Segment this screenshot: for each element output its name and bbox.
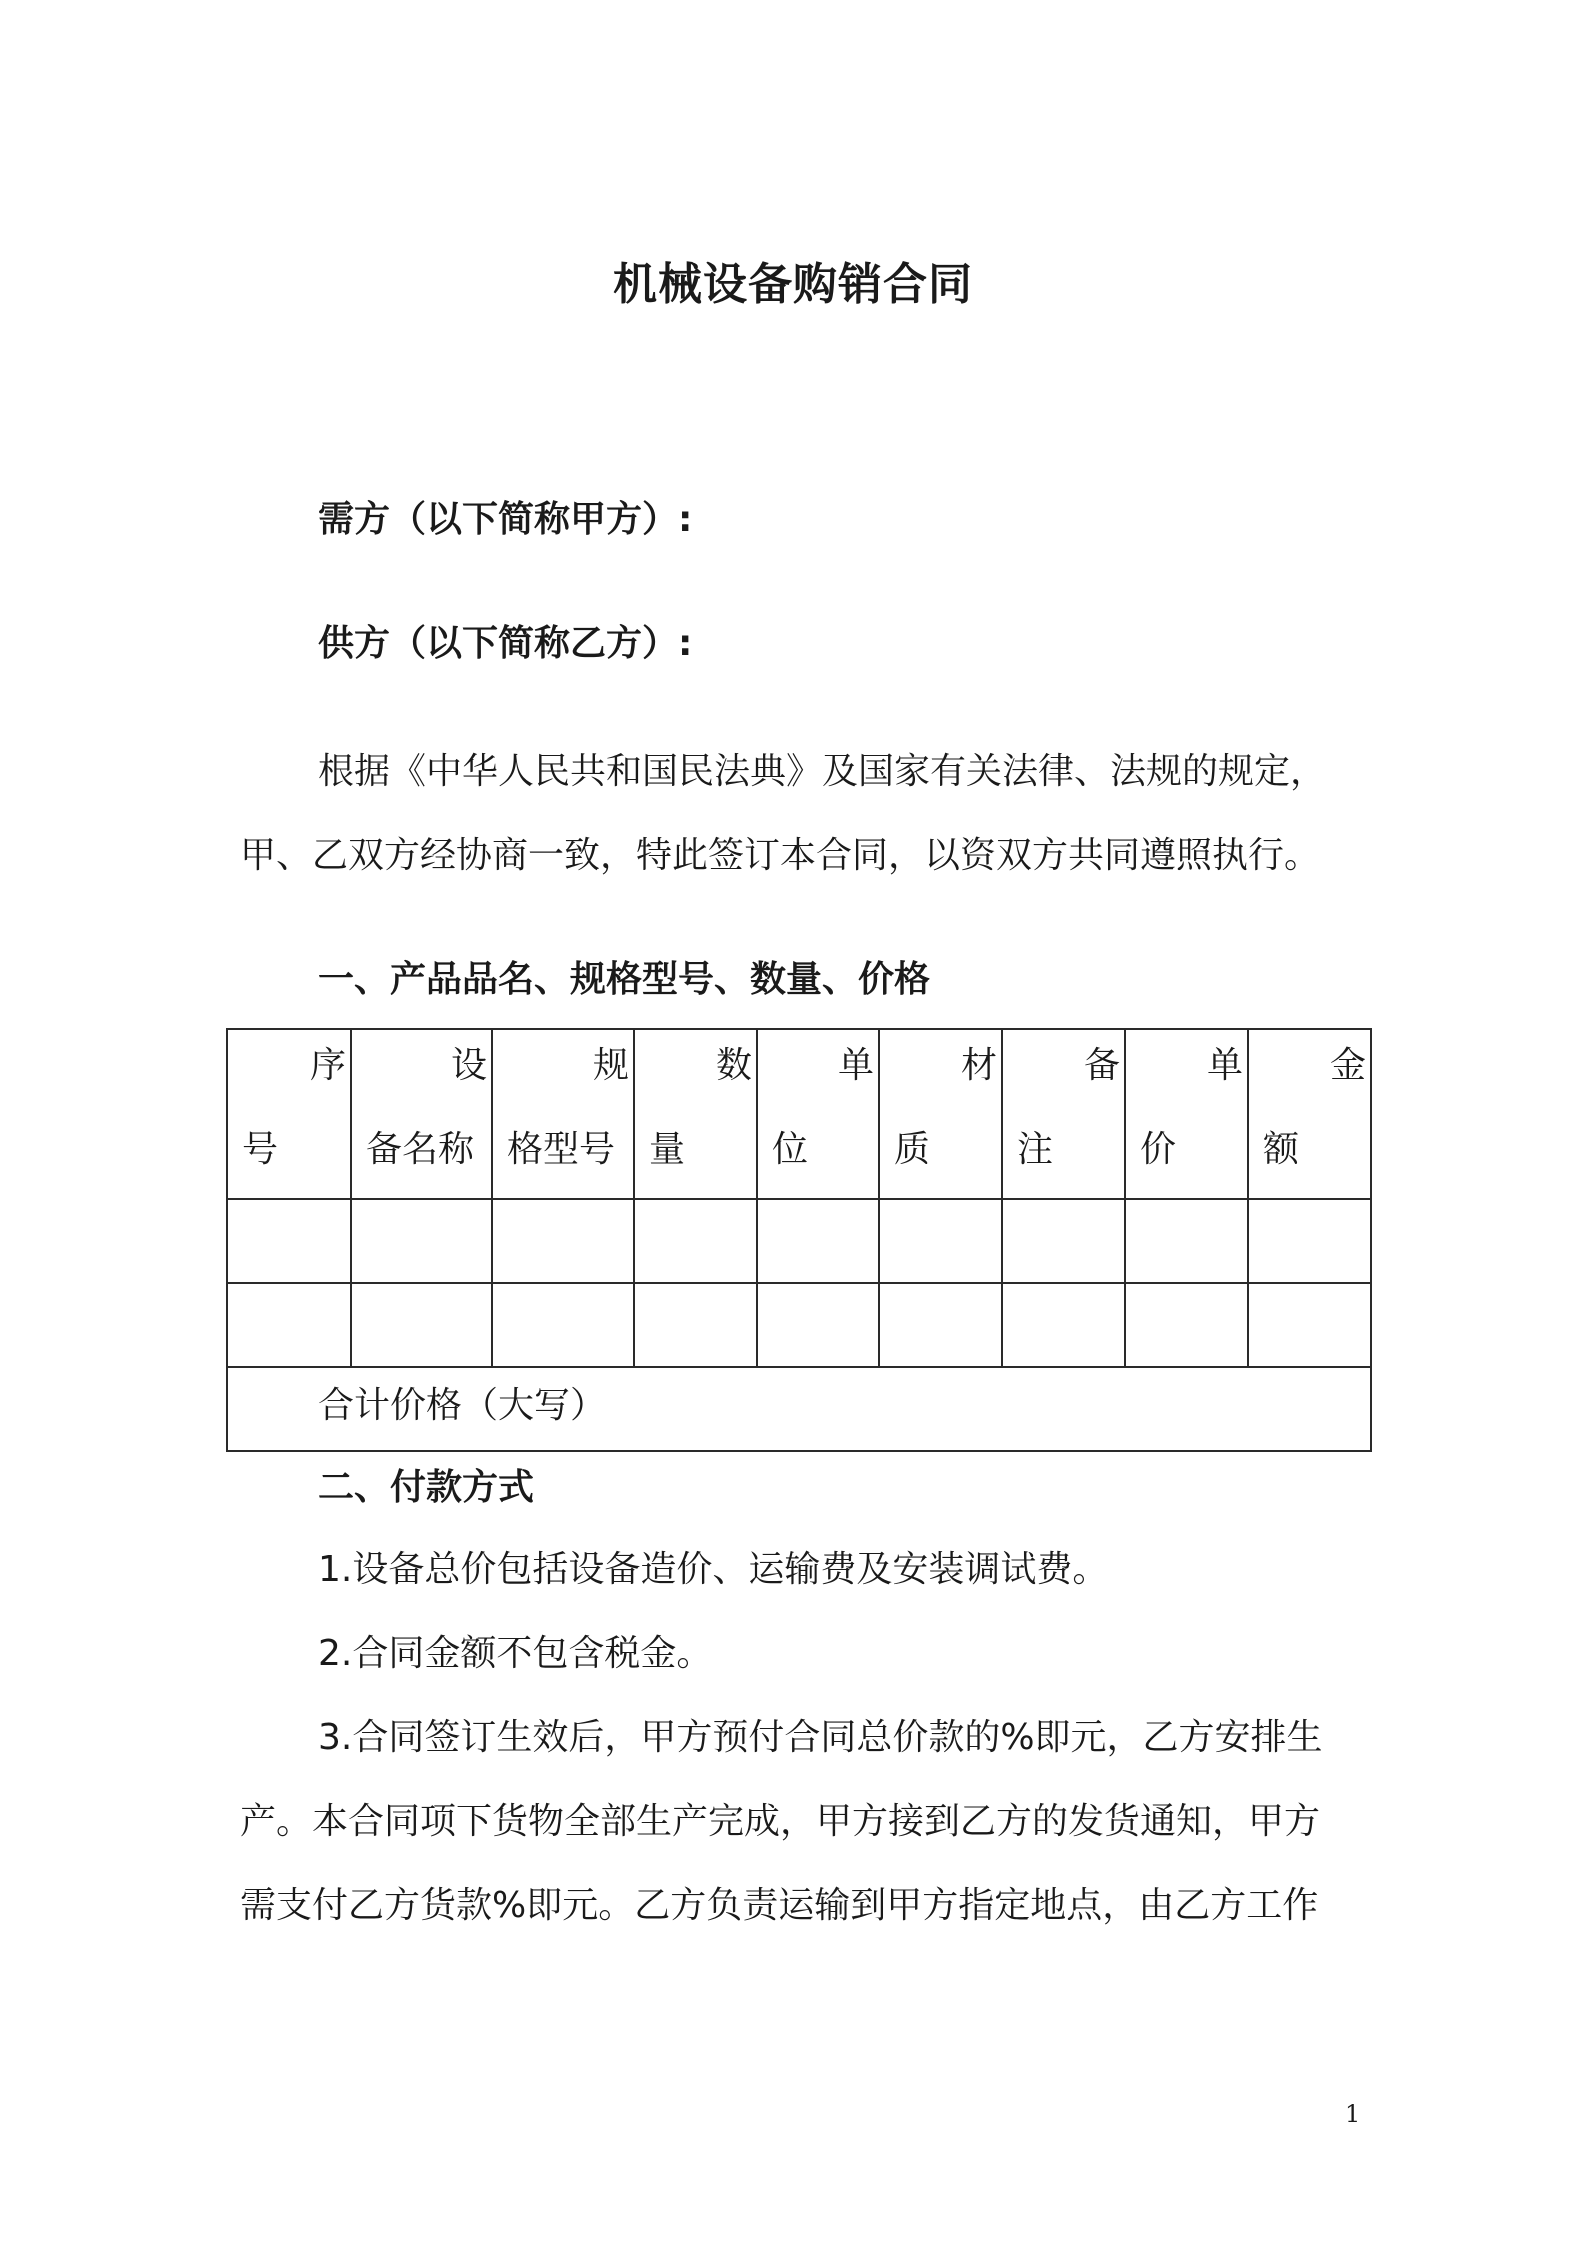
document-title: 机械设备购销合同 <box>613 259 973 310</box>
header-cell-remarks: 备 注 <box>1002 1029 1125 1199</box>
total-price-label: 合计价格（大写） <box>318 1385 607 1426</box>
table-cell[interactable] <box>757 1283 879 1367</box>
table-cell[interactable] <box>351 1199 492 1283</box>
header-cell-unit: 单 位 <box>757 1029 879 1199</box>
table-row <box>227 1283 1371 1367</box>
table-cell[interactable] <box>634 1283 757 1367</box>
table-cell[interactable] <box>879 1283 1002 1367</box>
payment-item-3-line-1: 3.合同签订生效后，甲方预付合同总价款的%即元，乙方安排生 <box>318 1717 1323 1758</box>
table-cell[interactable] <box>757 1199 879 1283</box>
header-cell-quantity: 数 量 <box>634 1029 757 1199</box>
table-cell[interactable] <box>492 1283 634 1367</box>
table-cell[interactable] <box>492 1199 634 1283</box>
header-cell-material: 材 质 <box>879 1029 1002 1199</box>
table-cell[interactable] <box>634 1199 757 1283</box>
table-cell[interactable] <box>1125 1283 1248 1367</box>
header-cell-equipment-name: 设 备名称 <box>351 1029 492 1199</box>
table-cell[interactable] <box>227 1283 351 1367</box>
party-a-label: 需方（以下简称甲方）: <box>318 499 693 540</box>
intro-line-1: 根据《中华人民共和国民法典》及国家有关法律、法规的规定， <box>318 751 1327 792</box>
table-cell[interactable] <box>1002 1283 1125 1367</box>
header-cell-model: 规 格型号 <box>492 1029 634 1199</box>
table-cell[interactable] <box>1248 1199 1371 1283</box>
table-cell[interactable] <box>1002 1199 1125 1283</box>
header-cell-amount: 金 额 <box>1248 1029 1371 1199</box>
payment-item-3-line-2: 产。本合同项下货物全部生产完成，甲方接到乙方的发货通知，甲方 <box>240 1801 1321 1842</box>
table-cell[interactable] <box>1125 1199 1248 1283</box>
total-price-row <box>227 1367 1371 1451</box>
table-cell[interactable] <box>1248 1283 1371 1367</box>
header-cell-serial: 序 号 <box>227 1029 351 1199</box>
page-number: 1 <box>1345 2100 1361 2128</box>
table-header-row <box>227 1029 1371 1199</box>
section2-heading: 二、付款方式 <box>318 1467 535 1508</box>
table-cell[interactable] <box>351 1283 492 1367</box>
header-cell-unit-price: 单 价 <box>1125 1029 1248 1199</box>
section1-heading: 一、产品品名、规格型号、数量、价格 <box>318 959 931 1000</box>
total-price-cell[interactable] <box>227 1367 1371 1451</box>
table-cell[interactable] <box>227 1199 351 1283</box>
payment-item-3-line-3: 需支付乙方货款%即元。乙方负责运输到甲方指定地点，由乙方工作 <box>240 1885 1319 1926</box>
party-b-label: 供方（以下简称乙方）: <box>318 623 693 664</box>
intro-line-2: 甲、乙双方经协商一致，特此签订本合同，以资双方共同遵照执行。 <box>240 835 1321 876</box>
product-spec-table <box>226 1028 1372 1452</box>
table-cell[interactable] <box>879 1199 1002 1283</box>
table-row <box>227 1199 1371 1283</box>
payment-item-2: 2.合同金额不包含税金。 <box>318 1633 713 1674</box>
payment-item-1: 1.设备总价包括设备造价、运输费及安装调试费。 <box>318 1549 1109 1590</box>
